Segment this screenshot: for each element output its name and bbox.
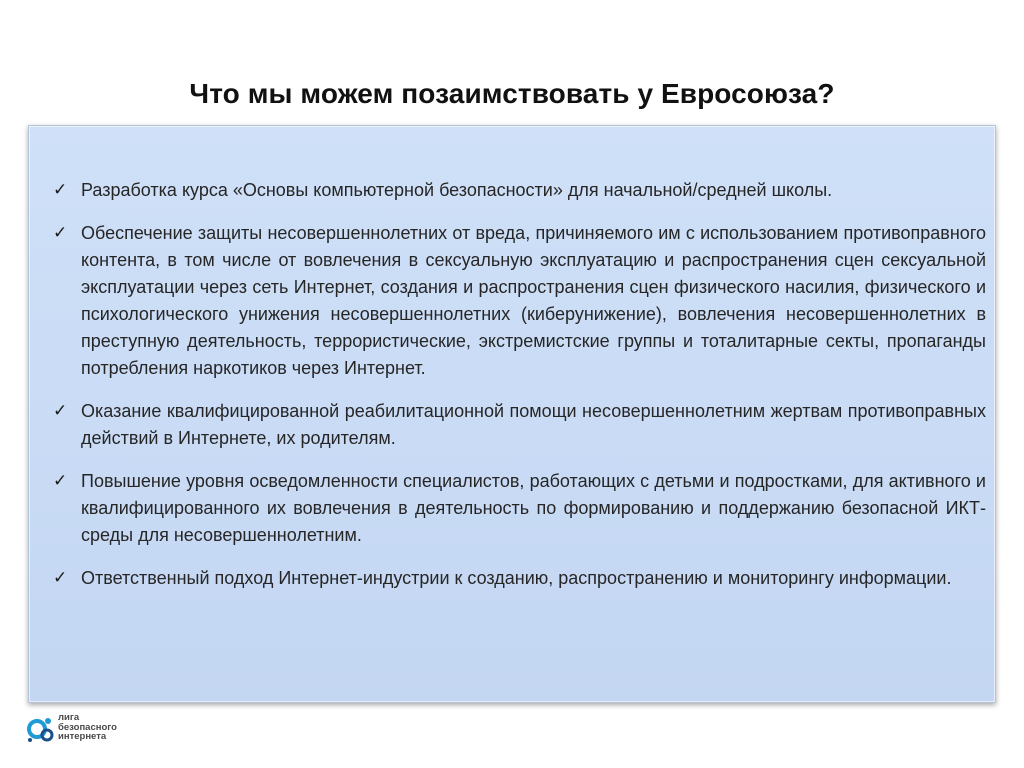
content-panel: [28, 125, 996, 703]
logo-line-3: интернета: [58, 731, 107, 742]
slide-title: Что мы можем позаимствовать у Евросоюза?: [189, 78, 835, 109]
logo-text: [58, 713, 117, 742]
bullet-text: Повышение уровня осведомленности специалистов, работающих с детьми и подростками, для активного и квалифицированного их вовлечения в деятельность по формированию и поддержанию безопасной ИКТ-среды для несовершеннолетним.: [81, 471, 986, 545]
checkmark-icon: ✓: [53, 401, 68, 421]
liga-logo-icon: [26, 714, 56, 744]
bullet-item: [51, 177, 986, 204]
bullet-item: [51, 565, 986, 592]
bullet-item: [51, 468, 986, 549]
logo-line-2: безопасного: [58, 721, 117, 733]
bullet-text: Обеспечение защиты несовершеннолетних от вреда, причиняемого им с использованием противоправного контента, в том числе от вовлечения в сексуальную эксплуатацию и распространения сцен сексуальной эксплуатации через сеть Интернет, создания и распространения сцен физического насилия, физического и психологического унижения несовершеннолетних (киберунижение), вовлечения несовершеннолетних в преступную деятельность, террористические, экстремистские группы и тоталитарные секты, пропаганды потребления наркотиков через Интернет.: [81, 223, 986, 378]
bullet-text: Оказание квалифицированной реабилитационной помощи несовершеннолетним жертвам противоправных действий в Интернете, их родителям.: [81, 401, 986, 448]
logo-line-1: лига: [58, 712, 80, 723]
bullet-item: [51, 398, 986, 452]
bullet-item: [51, 220, 986, 382]
checkmark-icon: ✓: [53, 223, 68, 243]
bullet-text: Разработка курса «Основы компьютерной безопасности» для начальной/средней школы.: [81, 180, 833, 200]
bullet-list: [51, 177, 986, 608]
liga-logo: [26, 712, 146, 748]
checkmark-icon: ✓: [53, 568, 68, 588]
checkmark-icon: ✓: [53, 471, 68, 491]
bullet-text: Ответственный подход Интернет-индустрии к созданию, распространению и мониторингу информации.: [81, 568, 952, 588]
checkmark-icon: ✓: [53, 180, 68, 200]
